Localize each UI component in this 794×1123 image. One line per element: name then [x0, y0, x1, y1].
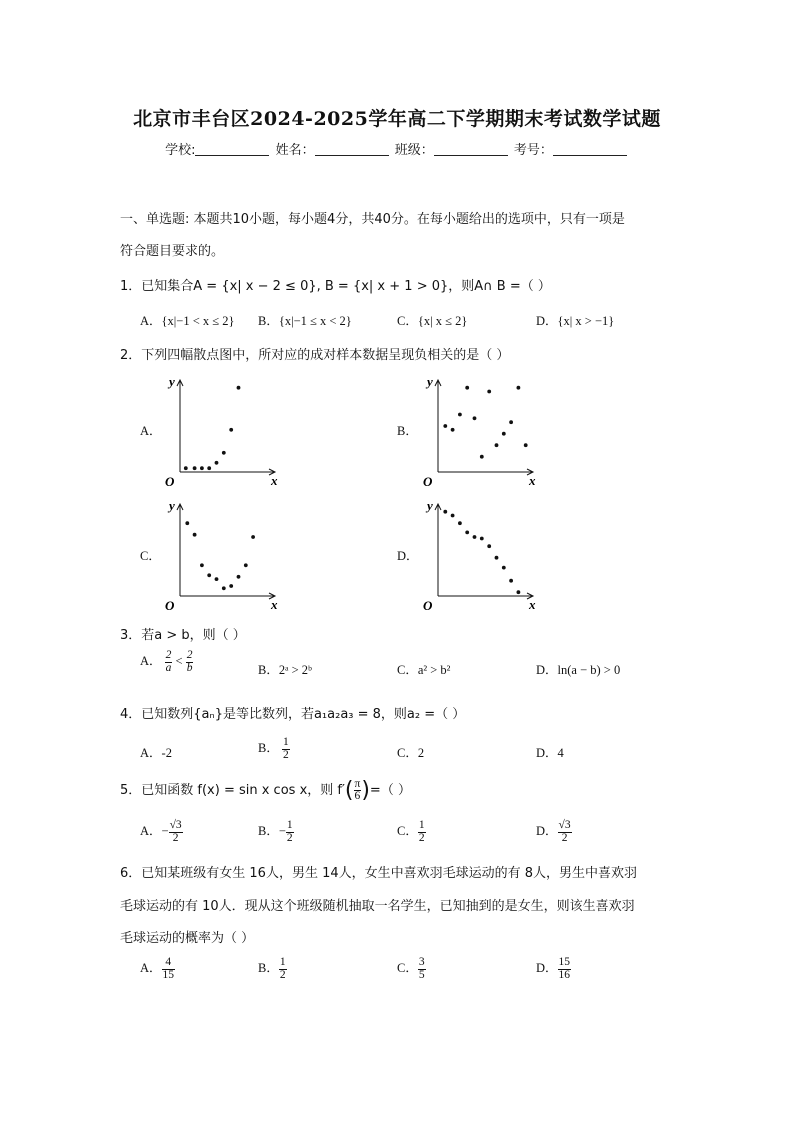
fraction: [282, 737, 290, 761]
numerator: √3: [169, 819, 182, 831]
denominator: 2: [418, 831, 425, 844]
origin-label: O: [423, 474, 433, 489]
q1-option-b: B．{x|−1 ≤ x < 2}: [258, 314, 352, 328]
denominator: 2: [561, 831, 568, 844]
numerator: 1: [418, 819, 425, 831]
denominator: 6: [354, 790, 361, 802]
y-axis-label: y: [169, 498, 175, 513]
section-heading-line2: 符合题目要求的。: [120, 244, 225, 259]
q2-stem: 2．下列四幅散点图中，所对应的成对样本数据呈现负相关的是（ ）: [120, 348, 510, 363]
fraction: [286, 820, 294, 844]
scatter-point: [237, 575, 241, 579]
q6-a-label: A．: [140, 960, 162, 975]
scatter-point: [229, 584, 233, 588]
q6-line3: 毛球运动的概率为（ ）: [120, 931, 255, 946]
scatter-point: [251, 535, 255, 539]
q6-line1: 6．已知某班级有女生 16人，男生 14人，女生中喜欢羽毛球运动的有 8人，男生中喜欢羽: [120, 866, 638, 881]
scatter-point: [237, 386, 241, 390]
q1-option-c: C．{x| x ≤ 2}: [397, 314, 468, 328]
paren-right: ): [361, 778, 370, 803]
scatter-point: [509, 420, 513, 424]
section-heading-line1: 一、单选题: 本题共10小题，每小题4分，共40分。在每小题给出的选项中，只有一项是: [120, 212, 625, 227]
q6-d-label: D．: [536, 960, 558, 975]
x-axis-label: x: [271, 597, 278, 612]
q1-option-d: D．{x| x > −1}: [536, 314, 615, 328]
y-axis-label: y: [169, 374, 175, 389]
scatter-plot-d: [420, 492, 540, 612]
scatter-point: [193, 533, 197, 537]
scatter-point: [215, 461, 219, 465]
school-blank: [195, 143, 269, 156]
y-axis-label: y: [427, 374, 433, 389]
origin-label: O: [165, 474, 175, 489]
fraction: [279, 957, 287, 981]
scatter-point: [193, 466, 197, 470]
numerator: 1: [282, 736, 289, 748]
fraction: [418, 820, 426, 844]
scatter-point: [207, 573, 211, 577]
q6-option-d: [536, 957, 571, 981]
q5-stem-pre: 5．已知函数 f(x) = sin x cos x，则 f′: [120, 783, 345, 798]
q4-option-d: D．4: [536, 746, 564, 760]
scatter-point: [524, 443, 528, 447]
operator: <: [175, 653, 183, 668]
q5-a-label: A．−: [140, 823, 169, 838]
scatter-point: [458, 521, 462, 525]
scatter-point: [185, 521, 189, 525]
scatter-point: [517, 386, 521, 390]
scatter-point: [509, 579, 513, 583]
fraction: [186, 650, 194, 674]
q5-c-label: C．: [397, 823, 418, 838]
denominator: 16: [558, 968, 571, 981]
student-info-line: [0, 139, 794, 158]
scatter-point: [495, 556, 499, 560]
q6-option-c: [397, 957, 426, 981]
q2-label-a: A．: [140, 424, 162, 438]
numerator: π: [354, 777, 361, 790]
numerator: 4: [162, 957, 176, 970]
page-title: 北京市丰台区2024-2025学年高二下学期期末考试数学试题: [133, 108, 661, 130]
q1-stem: 1．已知集合A = {x| x − 2 ≤ 0}, B = {x| x + 1 > 0}，则A∩ B =（ ）: [120, 279, 551, 294]
q4-option-c: C．2: [397, 746, 425, 760]
origin-label: O: [423, 598, 433, 613]
origin-label: O: [165, 598, 175, 613]
name-label: 姓名：: [275, 143, 315, 158]
q6-b-label: B．: [258, 960, 279, 975]
scatter-point: [443, 424, 447, 428]
fraction: [169, 820, 183, 844]
scatter-point: [473, 416, 477, 420]
denominator: 2: [172, 831, 179, 844]
scatter-plot-b: [420, 368, 540, 488]
scatter-point: [480, 455, 484, 459]
q5-option-c: [397, 820, 426, 844]
scatter-point: [443, 510, 447, 514]
x-axis-label: x: [271, 473, 278, 488]
scatter-point: [465, 531, 469, 535]
scatter-point: [517, 590, 521, 594]
numerator: 1: [286, 819, 293, 831]
q5-stem-post: =（ ）: [369, 783, 411, 798]
fraction: [165, 650, 173, 674]
q4-stem: 4．已知数列{aₙ}是等比数列，若a₁a₂a₃ = 8，则a₂ =（ ）: [120, 707, 466, 722]
scatter-plot-c: [162, 492, 282, 612]
fraction: [558, 957, 572, 981]
scatter-point: [487, 390, 491, 394]
denominator: 2: [282, 748, 289, 761]
scatter-point: [451, 514, 455, 518]
name-blank: [315, 143, 389, 156]
scatter-point: [184, 466, 188, 470]
school-label: 学校:: [165, 143, 196, 158]
denominator: 2: [286, 831, 293, 844]
scatter-point: [473, 535, 477, 539]
q3-option-a: [140, 650, 193, 674]
scatter-plot-a: [162, 368, 282, 488]
q1-option-a: A．{x|−1 < x ≤ 2}: [140, 314, 235, 328]
numerator: 1: [279, 956, 286, 968]
id-blank: [553, 143, 627, 156]
q5-option-b: [258, 820, 294, 844]
q6-line2: 毛球运动的有 10人．现从这个班级随机抽取一名学生，已知抽到的是女生，则该生喜欢羽: [120, 899, 635, 914]
x-axis-label: x: [529, 473, 536, 488]
q3-a-label: A．: [140, 653, 162, 668]
scatter-point: [502, 432, 506, 436]
denominator: 15: [162, 968, 175, 981]
id-label: 考号：: [513, 143, 553, 158]
fraction: [558, 820, 572, 844]
q5-option-d: [536, 820, 572, 844]
q5-d-label: D．: [536, 823, 558, 838]
q5-option-a: [140, 820, 183, 844]
scatter-point: [215, 577, 219, 581]
scatter-point: [222, 451, 226, 455]
q2-label-b: B．: [397, 424, 418, 438]
q2-label-d: D．: [397, 549, 419, 563]
denominator: a: [165, 661, 172, 674]
q4-b-label: B．: [258, 740, 279, 755]
q3-option-b: B．2ᵃ > 2ᵇ: [258, 663, 312, 677]
q5-stem: [120, 778, 411, 803]
class-label: 班级：: [394, 143, 434, 158]
q6-c-label: C．: [397, 960, 418, 975]
numerator: 15: [558, 956, 571, 968]
q6-option-a: [140, 957, 175, 981]
y-axis-label: y: [427, 498, 433, 513]
numerator: 3: [418, 956, 425, 968]
q3-option-c: C．a² > b²: [397, 663, 451, 677]
x-axis-label: x: [529, 597, 536, 612]
q2-label-c: C．: [140, 549, 161, 563]
fraction: [418, 957, 426, 981]
scatter-point: [465, 386, 469, 390]
scatter-point: [502, 566, 506, 570]
denominator: 2: [279, 968, 286, 981]
scatter-point: [200, 563, 204, 567]
numerator: 2: [165, 649, 172, 661]
class-blank: [434, 143, 508, 156]
q6-option-b: [258, 957, 287, 981]
q4-option-b: [258, 737, 290, 761]
scatter-point: [487, 544, 491, 548]
scatter-point: [244, 563, 248, 567]
denominator: b: [186, 661, 193, 674]
q3-stem: 3．若a > b，则（ ）: [120, 628, 246, 643]
scatter-point: [495, 443, 499, 447]
scatter-point: [480, 537, 484, 541]
scatter-point: [458, 413, 462, 417]
fraction: [162, 957, 176, 981]
q3-option-d: D．ln(a − b) > 0: [536, 663, 621, 677]
scatter-point: [207, 466, 211, 470]
scatter-point: [451, 428, 455, 432]
scatter-point: [222, 586, 226, 590]
scatter-point: [229, 428, 233, 432]
paren-left: (: [344, 778, 354, 803]
q4-option-a: A．-2: [140, 746, 172, 760]
denominator: 5: [418, 968, 425, 981]
q5-b-label: B．−: [258, 823, 286, 838]
numerator: 2: [186, 649, 193, 661]
numerator: √3: [558, 819, 571, 831]
scatter-point: [200, 466, 204, 470]
